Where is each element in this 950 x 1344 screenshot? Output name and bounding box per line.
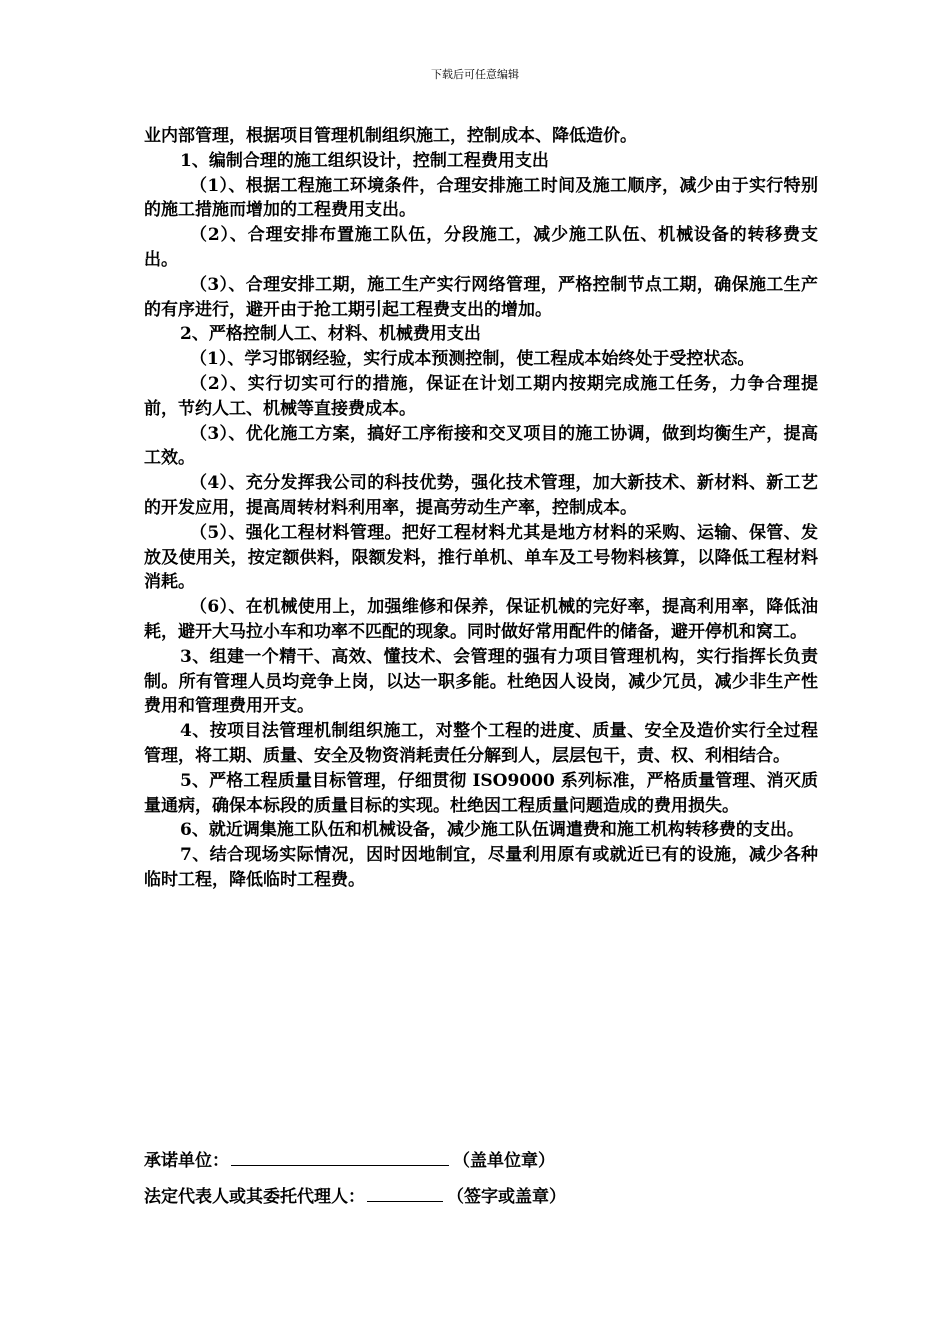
section-3: 3、组建一个精干、高效、懂技术、会管理的强有力项目管理机构，实行指挥长负责制。所有管理人员均竞争上岗，以达一职多能。杜绝因人设岗，减少冗员，减少非生产性费用和管理费用开支。 <box>144 646 818 717</box>
section-5: 5、严格工程质量目标管理，仔细贯彻 ISO9000 系列标准，严格质量管理、消灭质量通病，确保本标段的质量目标的实现。杜绝因工程质量问题造成的费用损失。 <box>144 770 818 816</box>
list-item-2-4: （4）、充分发挥我公司的科技优势，强化技术管理，加大新技术、新材料、新工艺的开发应用，提高周转材料利用率，提高劳动生产率，控制成本。 <box>144 473 818 518</box>
section-heading-2: 2、严格控制人工、材料、机械费用支出 <box>180 324 481 345</box>
document-body <box>144 124 818 893</box>
list-item-2-3: （3）、优化施工方案，搞好工序衔接和交叉项目的施工协调，做到均衡生产，提高工效。 <box>144 423 818 469</box>
signature-unit-line <box>144 1147 844 1173</box>
section-7: 7、结合现场实际情况，因时因地制宜，尽量利用原有或就近已有的设施，减少各种临时工程，降低临时工程费。 <box>144 845 818 890</box>
list-item-1-1: （1）、根据工程施工环境条件，合理安排施工时间及施工顺序，减少由于实行特别的施工措施而增加的工程费用支出。 <box>144 175 818 221</box>
list-item-1-2: （2）、合理安排布置施工队伍，分段施工，减少施工队伍、机械设备的转移费支出。 <box>144 225 818 270</box>
list-item-2-1: （1）、学习邯钢经验，实行成本预测控制，使工程成本始终处于受控状态。 <box>190 349 755 370</box>
list-item-2-6: （6）、在机械使用上，加强维修和保养，保证机械的完好率，提高利用率，降低油耗，避开大马拉小车和功率不匹配的现象。同时做好常用配件的储备，避开停机和窝工。 <box>144 597 818 642</box>
paragraph-intro: 业内部管理，根据项目管理机制组织施工，控制成本、降低造价。 <box>144 126 637 146</box>
section-heading-1: 1、编制合理的施工组织设计，控制工程费用支出 <box>180 150 549 171</box>
unit-seal-note: （盖单位章） <box>453 1151 555 1171</box>
unit-label: 承诺单位： <box>144 1151 229 1171</box>
section-6: 6、就近调集施工队伍和机械设备，减少施工队伍调遣费和施工机构转移费的支出。 <box>180 820 804 841</box>
list-item-2-5: （5）、强化工程材料管理。把好工程材料尤其是地方材料的采购、运输、保管、发放及使用关，按定额供料，限额发料，推行单机、单车及工号物料核算，以降低工程材料消耗。 <box>144 522 818 593</box>
representative-sign-note: （签字或盖章） <box>447 1187 566 1207</box>
unit-blank-field[interactable] <box>231 1147 449 1166</box>
list-item-2-2: （2）、实行切实可行的措施，保证在计划工期内按期完成施工任务，力争合理提前，节约人工、机械等直接费成本。 <box>144 373 818 419</box>
section-4: 4、按项目法管理机制组织施工，对整个工程的进度、质量、安全及造价实行全过程管理，将工期、质量、安全及物资消耗责任分解到人，层层包干，责、权、利相结合。 <box>144 721 818 766</box>
list-item-1-3: （3）、合理安排工期，施工生产实行网络管理，严格控制节点工期，确保施工生产的有序进行，避开由于抢工期引起工程费支出的增加。 <box>144 274 818 320</box>
representative-label: 法定代表人或其委托代理人： <box>144 1187 365 1207</box>
representative-blank-field[interactable] <box>367 1183 443 1202</box>
signature-representative-line <box>144 1183 844 1209</box>
page-header: 下载后可任意编辑 <box>431 68 519 81</box>
